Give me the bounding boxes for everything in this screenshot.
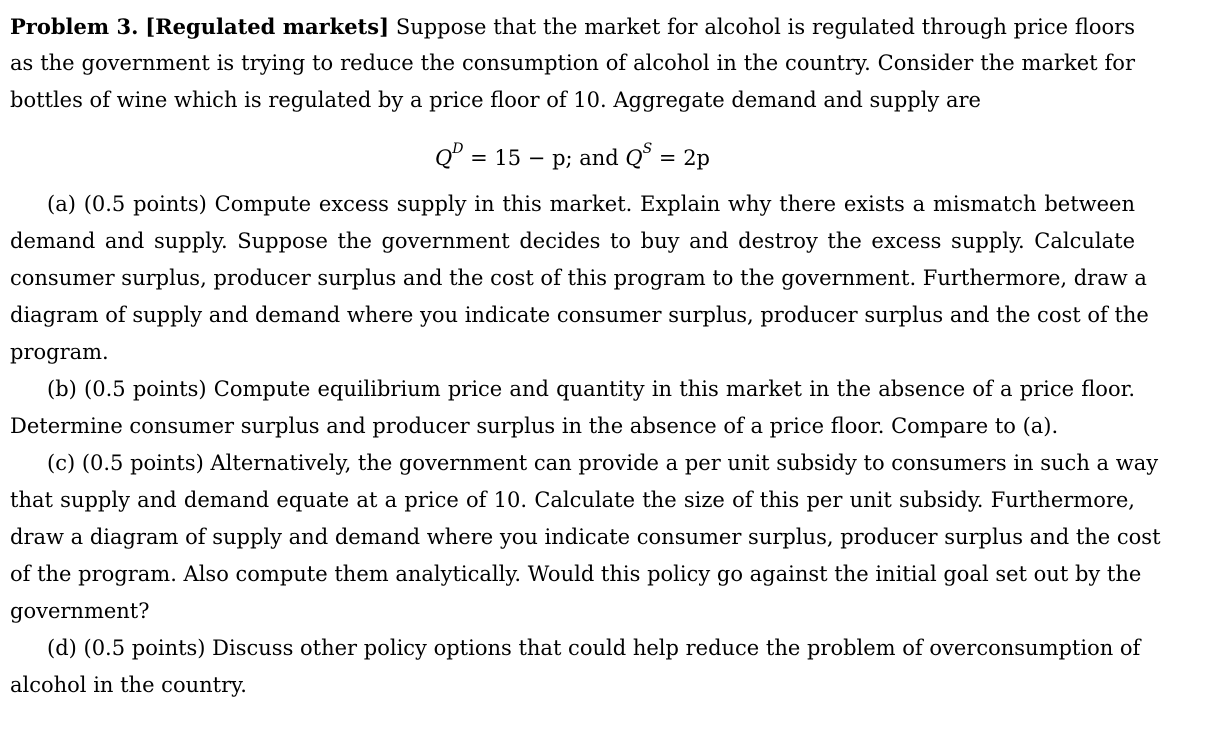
part-a-line-3: consumer surplus, producer surplus and the cost of this program to the government. Furthermore, draw a xyxy=(10,266,1147,290)
problem-title: [Regulated markets] xyxy=(145,14,390,39)
part-a-line-1: (a) (0.5 points) Compute excess supply in this market. Explain why there exists a mismatch between xyxy=(47,192,1135,216)
part-c-line-3: draw a diagram of supply and demand where you indicate consumer surplus, producer surplus and the cost xyxy=(10,525,1161,549)
intro-line-1 xyxy=(10,8,1135,45)
part-d-line-2: alcohol in the country. xyxy=(10,673,247,697)
part-c-line-2: that supply and demand equate at a price of 10. Calculate the size of this per unit subsidy. Furthermore, xyxy=(10,488,1135,512)
demand-expression: = 15 − p; and xyxy=(470,146,626,170)
supply-demand-equation xyxy=(10,135,1135,172)
part-b-line-1: (b) (0.5 points) Compute equilibrium price and quantity in this market in the absence of a price floor. xyxy=(47,377,1135,401)
part-d-line-1: (d) (0.5 points) Discuss other policy options that could help reduce the problem of overconsumption of xyxy=(47,636,1141,660)
problem-label: Problem 3. xyxy=(10,14,139,39)
part-c-line-5: government? xyxy=(10,599,150,623)
supply-symbol: Q xyxy=(625,146,643,170)
intro-line-3: bottles of wine which is regulated by a price floor of 10. Aggregate demand and supply are xyxy=(10,88,981,112)
part-a-line-4: diagram of supply and demand where you indicate consumer surplus, producer surplus and the cost of the xyxy=(10,303,1149,327)
intro-line-2: as the government is trying to reduce the consumption of alcohol in the country. Consider the market for xyxy=(10,51,1135,75)
supply-expression: = 2p xyxy=(658,146,710,170)
part-a-line-5: program. xyxy=(10,340,109,364)
problem-document xyxy=(10,8,1161,704)
part-c-line-1: (c) (0.5 points) Alternatively, the government can provide a per unit subsidy to consumers in such a way xyxy=(47,451,1159,475)
demand-symbol: Q xyxy=(434,146,453,170)
part-b-line-2: Determine consumer surplus and producer surplus in the absence of a price floor. Compare to (a). xyxy=(10,414,1059,438)
demand-superscript: D xyxy=(452,141,464,157)
supply-superscript: S xyxy=(642,141,653,157)
part-a-line-2: demand and supply. Suppose the government decides to buy and destroy the excess supply. Calculate xyxy=(10,229,1135,253)
intro-text-1: Suppose that the market for alcohol is regulated through price floors xyxy=(395,15,1135,39)
part-c-line-4: of the program. Also compute them analytically. Would this policy go against the initial goal set out by the xyxy=(10,562,1142,586)
